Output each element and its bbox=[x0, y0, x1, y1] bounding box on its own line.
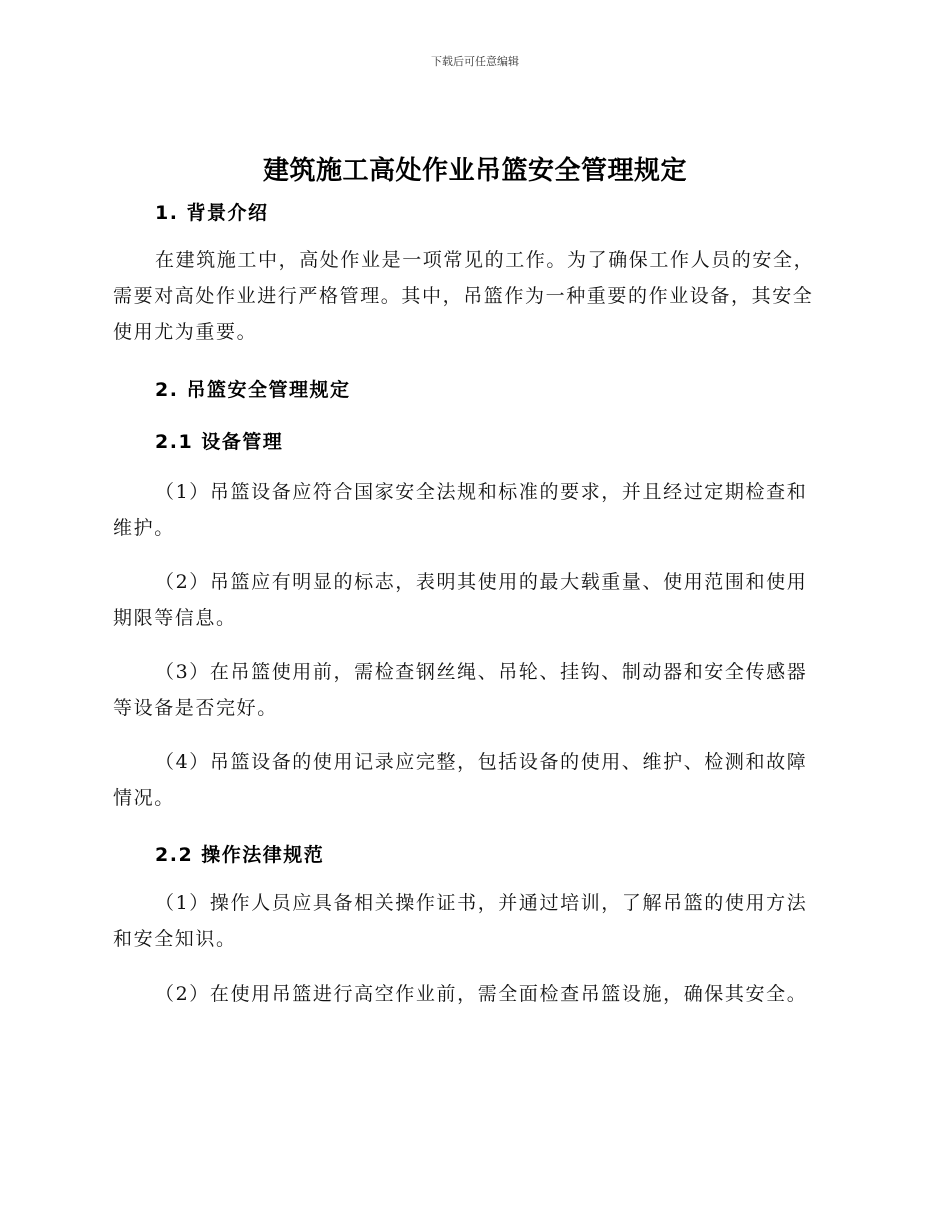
list-item-equipment-3: （3）在吊篮使用前，需检查钢丝绳、吊轮、挂钩、制动器和安全传感器等设备是否完好。 bbox=[113, 661, 808, 719]
section-heading-basket-safety: 2. 吊篮安全管理规定 bbox=[155, 379, 351, 401]
header-note: 下载后可任意编辑 bbox=[431, 55, 519, 68]
paragraph-background: 在建筑施工中，高处作业是一项常见的工作。为了确保工作人员的安全，需要对高处作业进行严格管理。其中，吊篮作为一种重要的作业设备，其安全使用尤为重要。 bbox=[113, 249, 815, 343]
subsection-heading-equipment: 2.1 设备管理 bbox=[155, 431, 284, 453]
list-item-equipment-4: （4）吊篮设备的使用记录应完整，包括设备的使用、维护、检测和故障情况。 bbox=[113, 751, 808, 809]
subsection-heading-operation: 2.2 操作法律规范 bbox=[155, 844, 325, 866]
list-item-operation-1: （1）操作人员应具备相关操作证书，并通过培训，了解吊篮的使用方法和安全知识。 bbox=[113, 892, 808, 950]
list-item-operation-2: （2）在使用吊篮进行高空作业前，需全面检查吊篮设施，确保其安全。 bbox=[155, 983, 808, 1005]
section-heading-background: 1. 背景介绍 bbox=[155, 202, 269, 224]
document-title: 建筑施工高处作业吊篮安全管理规定 bbox=[262, 156, 687, 186]
list-item-equipment-1: （1）吊篮设备应符合国家安全法规和标准的要求，并且经过定期检查和维护。 bbox=[113, 481, 808, 539]
list-item-equipment-2: （2）吊篮应有明显的标志，表明其使用的最大载重量、使用范围和使用期限等信息。 bbox=[113, 571, 808, 629]
